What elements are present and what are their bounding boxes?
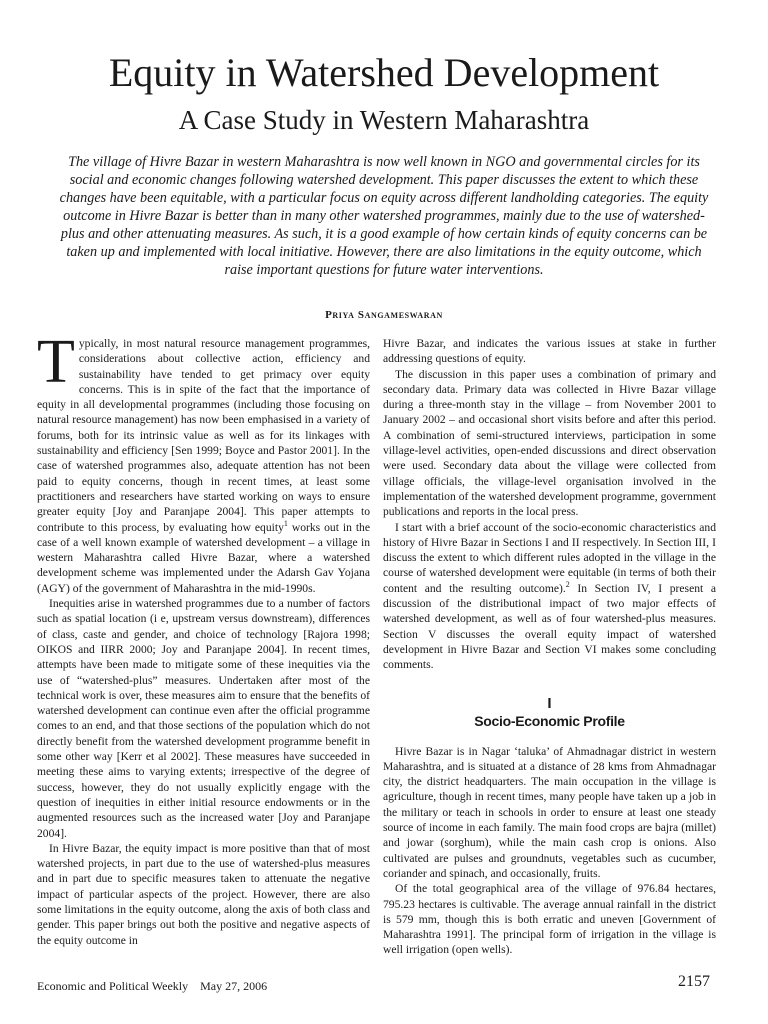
paragraph: Hivre Bazar, and indicates the various issues at stake in further addressing questions of equity. <box>383 337 716 366</box>
paragraph <box>37 328 371 596</box>
section-heading <box>383 695 716 730</box>
author-name: Priya Sangameswaran <box>325 309 443 321</box>
article-title: Equity in Watershed Development <box>108 50 660 95</box>
paragraph-text: I start with a brief account of the socio-economic characteristics and history of Hivre Bazar in Sections I and II respectively. In Section III, I discuss the extent to which different rules adopted in the village in the course of watershed development were equitable (in terms of both their content and the resulting outcome). <box>383 520 716 595</box>
footnote-ref: 1 <box>283 518 288 528</box>
article-subtitle: A Case Study in Western Maharashtra <box>178 105 590 135</box>
abstract: The village of Hivre Bazar in western Maharashtra is now well known in NGO and governmental circles for its social and economic changes following watershed development. This paper discusses the extent to which these changes have been equitable, with a particular focus on equity across different landholding categories. The equity outcome in Hivre Bazar is better than in many other watershed programmes, mainly due to the use of watershed-plus and other attenuating measures. As such, it is a good example of how certain kinds of equity concerns can be taken up and implemented with local initiative. However, there are also limitations in the equity outcome, which raise important questions for future water interventions. <box>59 154 709 278</box>
journal-info: Economic and Political Weekly May 27, 2006 <box>37 979 268 993</box>
left-column <box>37 328 371 948</box>
paragraph: Inequities arise in watershed programmes due to a number of factors such as spatial location (i e, upstream versus downstream), differences of class, caste and gender, and choice of technology [Rajora 1998; OIKOS and IIRR 2000; Joy and Paranjape 2004]. In recent times, attempts have been made to mitigate some of these inequities via the use of “watershed-plus” measures. Undertaken after most of the technical work is over, these measures aim to ensure that the benefits of watershed development can continue even after the official programme comes to an end, and that those sections of the population which do not directly benefit from the watershed development programme benefit in some other way [Kerr et al 2002]. These measures have succeeded in meeting these aims to varying extents; irrespective of the degree of success, however, they do not usually explicitly engage with the question of inequities in either initial resource endowments or in the augmented resources such as the increased water [Joy and Paranjape 2004]. <box>37 597 370 840</box>
section-number: I <box>547 694 552 712</box>
footnote-ref: 2 <box>565 579 570 589</box>
paragraph: In Hivre Bazar, the equity impact is more positive than that of most watershed projects, in part due to the use of watershed-plus measures and in part due to specific measures taken to attenuate the negative impact of particular aspects of the project. However, there are also some limitations in the equity outcome, along the axis of both class and gender. This paper brings out both the positive and negative aspects of the equity outcome in <box>37 841 370 947</box>
paragraph: The discussion in this paper uses a combination of primary and secondary data. Primary data was collected in Hivre Bazar village during a three-month stay in the village – from November 2001 to January 2002 – and occasional short visits before and after this period. A combination of semi-structured interviews, participation in some village-level activities, open-ended discussions and direct observation were used. Secondary data about the village were collected from village officials, the village-level organisation involved in the implementation of the watershed development programme, government publications and reports in the local press. <box>383 367 716 519</box>
paragraph-text: works out in the case of a well known example of watershed development – a village in western Maharashtra called Hivre Bazar, where a watershed development scheme was implemented under the Adarsh Gav Yojana (AGY) of the government of Maharashtra in the mid-1990s. <box>37 520 371 595</box>
paragraph-text: ypically, in most natural resource management programmes, considerations about collective action, efficiency and sustainability have tended to get primacy over equity concerns. This is in spite of the fact that the importance of equity in all developmental programmes (including those focusing on natural resource management) has now been emphasised in a variety of forums, both for its intrinsic value as well as for its linkages with sustainability and efficiency [Sen 1999; Boyce and Pastor 2001]. In the case of watershed programmes also, adequate attention has not been paid to equity concerns, though in recent times, at least some practitioners and researchers have started working on ways to ensure greater equity [Joy and Paranjape 2004]. This paper attempts to contribute to this process, by evaluating how equity <box>37 337 370 534</box>
paragraph-text: In Section IV, I present a discussion of the distributional impact of two major effects of watershed development, as well as of four watershed-plus measures. Section V discusses the overall equity impact of watershed development in Hivre Bazar and Section VI makes some concluding comments. <box>383 581 716 672</box>
author-byline <box>0 308 768 322</box>
right-column <box>383 336 716 958</box>
drop-cap: T <box>37 328 75 396</box>
paragraph: Hivre Bazar is in Nagar ‘taluka’ of Ahmadnagar district in western Maharashtra, and is situated at a distance of 28 kms from Ahmadnagar city, the district headquarters. The main occupation in the village is agriculture, though in recent times, many people have taken up a job in the military or teach in schools in order to ensure at least one steady source of income in each family. The main food crops are bajra (millet) and jowar (sorghum), while the main cash crop is onions. Also cultivated are pulses and groundnuts, vegetables such as cucumber, coriander and spinach, and occasionally, fruits. <box>383 744 716 880</box>
page-number: 2157 <box>678 973 710 990</box>
paragraph <box>383 520 716 673</box>
paragraph: Of the total geographical area of the village of 976.84 hectares, 795.23 hectares is cultivable. The average annual rainfall in the district is 579 mm, though this is both erratic and uneven [Government of Maharashtra 1991]. The principal form of irrigation in the village is well irrigation (open wells). <box>383 882 716 957</box>
section-title: Socio-Economic Profile <box>474 712 625 729</box>
